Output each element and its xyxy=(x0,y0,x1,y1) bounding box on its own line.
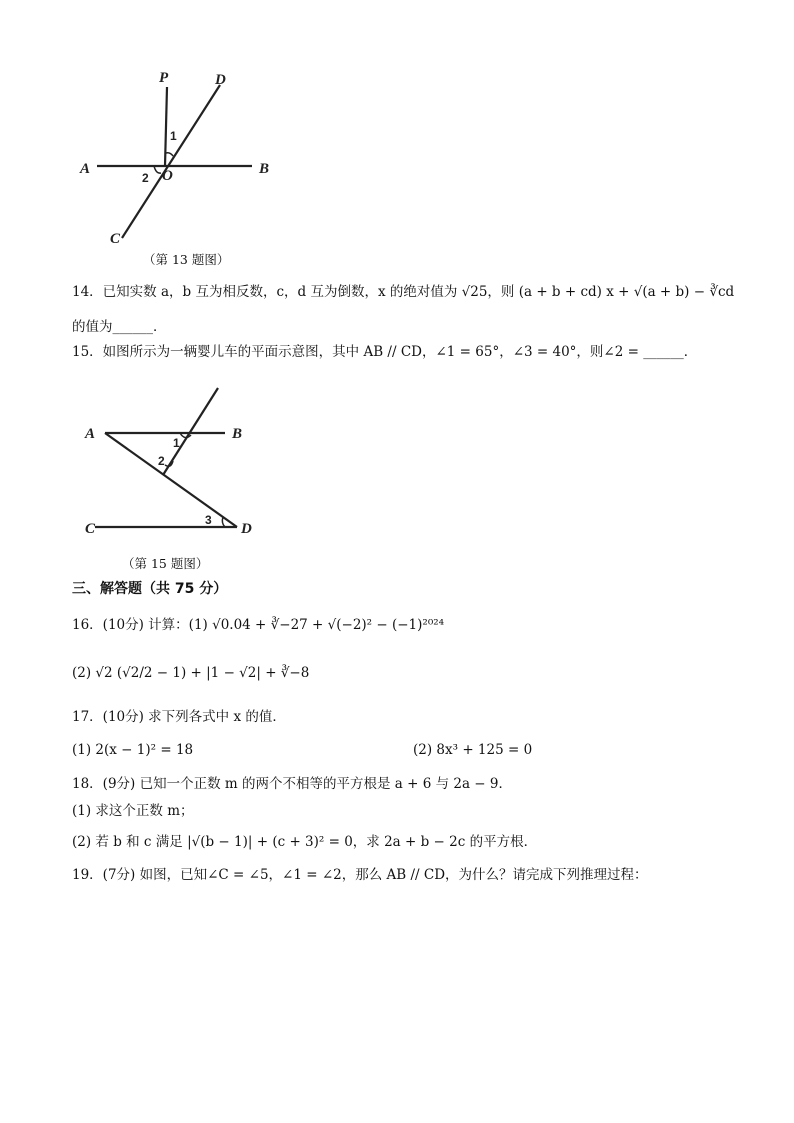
question-16-line-2: (2) √2 (√2/2 − 1) + |1 − √2| + ∛−8 xyxy=(72,665,310,681)
label-a: A xyxy=(80,161,91,177)
label-d: D xyxy=(241,521,252,537)
question-17-part-1: (1) 2(x − 1)² = 18 xyxy=(72,742,194,758)
angle-label-1: 1 xyxy=(170,129,177,143)
question-14-line-2: 的值为______． xyxy=(72,319,167,335)
question-19-line-1: 19．(7分) 如图，已知∠C = ∠5，∠1 = ∠2，那么 AB // CD，为什么？请完成下列推理过程： xyxy=(72,867,648,883)
question-18-part-1: (1) 求这个正数 m； xyxy=(72,803,194,819)
question-17-part-2: (2) 8x³ + 125 = 0 xyxy=(413,742,533,758)
question-17-line-1: 17．(10分) 求下列各式中 x 的值． xyxy=(72,709,286,725)
figure-15 xyxy=(75,383,275,548)
angle-1-arc xyxy=(166,153,173,156)
label-a: A xyxy=(85,426,96,442)
question-15-text: 15．如图所示为一辆婴儿车的平面示意图，其中 AB // CD，∠1 = 65°，∠3 = 40°，则∠2 = ______． xyxy=(72,344,698,360)
line-dc xyxy=(122,85,220,238)
label-o: O xyxy=(162,168,173,184)
slanted-bar xyxy=(163,388,218,475)
ray-op xyxy=(165,87,167,166)
angle-label-2: 2 xyxy=(158,454,165,468)
label-b: B xyxy=(259,161,270,177)
figure-13 xyxy=(70,60,290,250)
angle-label-3: 3 xyxy=(205,513,212,527)
label-c: C xyxy=(85,521,96,537)
angle-label-1: 1 xyxy=(173,436,180,450)
figure-15-caption: （第 15 题图） xyxy=(122,556,209,571)
label-c: C xyxy=(110,231,121,247)
label-b: B xyxy=(232,426,243,442)
question-16-line-1: 16．(10分) 计算：(1) √0.04 + ∛−27 + √(−2)² − (−1)²⁰²⁴ xyxy=(72,617,445,633)
label-d: D xyxy=(215,72,226,88)
question-14-line-1: 14．已知实数 a，b 互为相反数，c，d 互为倒数，x 的绝对值为 √25，则 (a + b + cd) x + √(a + b) − ∛cd xyxy=(72,284,735,300)
figure-13-caption: （第 13 题图） xyxy=(143,252,230,267)
angle-label-2: 2 xyxy=(142,171,149,185)
label-p: P xyxy=(159,70,169,86)
segment-ad xyxy=(105,433,237,527)
section-title: 三、解答题（共 75 分） xyxy=(72,581,228,597)
question-18-line-1: 18．(9分) 已知一个正数 m 的两个不相等的平方根是 a + 6 与 2a − 9． xyxy=(72,776,513,792)
question-18-part-2: (2) 若 b 和 c 满足 |√(b − 1)| + (c + 3)² = 0，求 2a + b − 2c 的平方根． xyxy=(72,834,538,850)
